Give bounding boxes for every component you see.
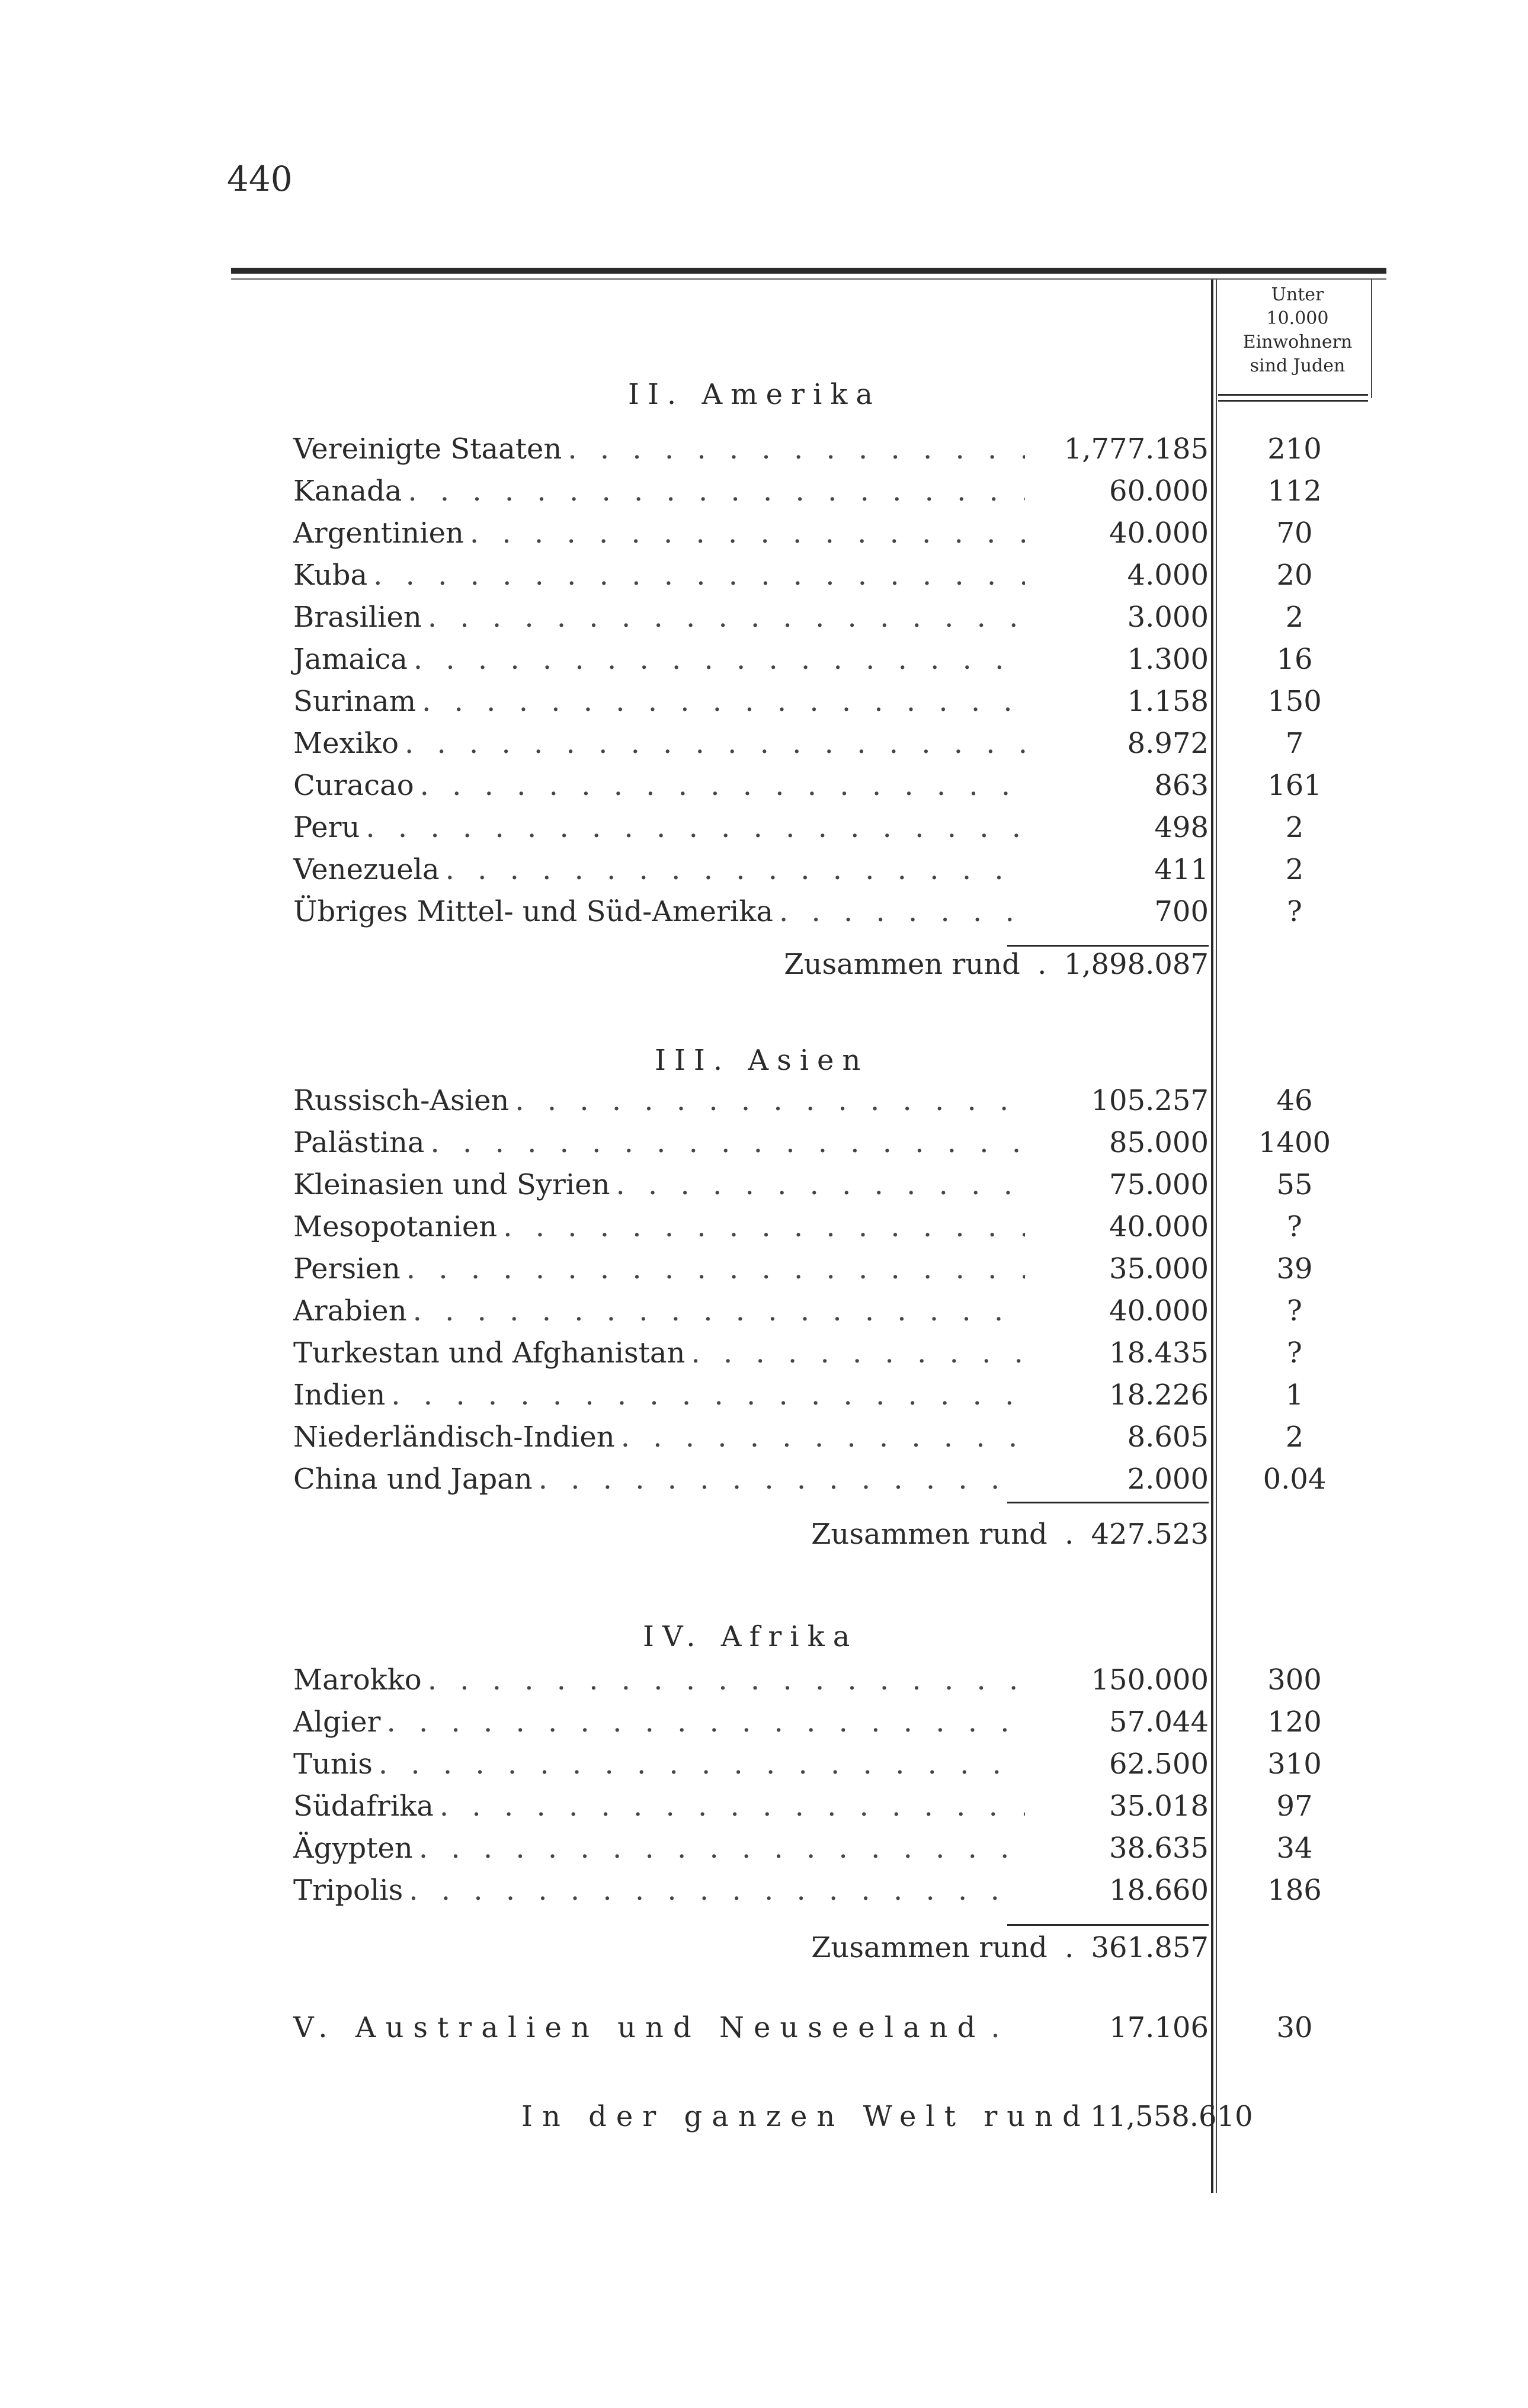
country-name: Kleinasien und Syrien — [293, 1168, 610, 1201]
table-row — [293, 685, 1209, 726]
population-value: 38.635 — [1109, 1832, 1209, 1865]
population-value: 863 — [1154, 769, 1209, 802]
population-value: 2.000 — [1127, 1463, 1209, 1496]
ratio-value: 0.04 — [1263, 1463, 1327, 1496]
total-value: 1,898.087 — [1063, 948, 1209, 981]
ratio-value: 150 — [1267, 685, 1322, 718]
ratio-value: 39 — [1276, 1252, 1313, 1285]
total-label: Zusammen rund — [784, 948, 1020, 981]
ratio-value: ? — [1287, 895, 1302, 928]
population-value: 18.435 — [1109, 1336, 1209, 1370]
population-value: 57.044 — [1109, 1705, 1209, 1739]
column-separator-left-thin — [1216, 280, 1217, 2193]
ratio-value: 120 — [1267, 1705, 1322, 1739]
leader-dots — [391, 1378, 1025, 1412]
country-name: Südafrika — [293, 1790, 434, 1823]
ratio-value: ? — [1287, 1210, 1302, 1243]
leader-dots — [422, 685, 1025, 718]
table-row — [293, 1790, 1209, 1831]
top-rule — [231, 268, 1386, 274]
ratio-value: 2 — [1285, 601, 1304, 634]
ratio-value: ? — [1287, 1336, 1302, 1370]
population-value: 1.158 — [1127, 685, 1209, 718]
country-name: Curacao — [293, 769, 414, 802]
ratio-value: 300 — [1267, 1663, 1322, 1697]
table-row — [293, 1084, 1209, 1126]
table-row — [293, 1168, 1209, 1210]
ratio-column-header — [1215, 283, 1380, 378]
table-row — [293, 1378, 1209, 1420]
table-row — [293, 1705, 1209, 1747]
leader-dots — [431, 1126, 1025, 1159]
column-header-line: sind Juden — [1250, 355, 1346, 376]
population-value: 40.000 — [1109, 517, 1209, 550]
leader-dots — [616, 1168, 1026, 1201]
table-row — [293, 727, 1209, 768]
row-australien — [293, 2011, 1209, 2053]
country-name: Mesopotanien — [293, 1210, 498, 1243]
country-name: Persien — [293, 1252, 401, 1285]
table-row — [293, 811, 1209, 852]
country-name: Indien — [293, 1378, 386, 1412]
population-value: 18.660 — [1109, 1874, 1209, 1907]
total-row-afrika: Zusammen rund . 361.857 — [811, 1931, 1209, 1964]
table-row — [293, 895, 1209, 937]
section-title-australien: V. Australien und Neuseeland — [293, 2011, 985, 2044]
ratio-value: 186 — [1267, 1874, 1322, 1907]
column-header-line: Unter — [1271, 284, 1324, 305]
total-label: Zusammen rund — [811, 1931, 1048, 1964]
ratio-value: 46 — [1276, 1084, 1313, 1117]
country-name: Kanada — [293, 474, 402, 508]
ratio-value: 97 — [1276, 1790, 1313, 1823]
table-row — [293, 1874, 1209, 1915]
population-value: 62.500 — [1109, 1748, 1209, 1781]
leader-dots — [428, 601, 1025, 634]
country-name: Turkestan und Afghanistan — [293, 1336, 685, 1370]
value-australien: 17.106 — [1109, 2011, 1209, 2044]
header-rule-2 — [1218, 400, 1368, 402]
country-name: Brasilien — [293, 601, 422, 634]
leader-dots — [386, 1705, 1025, 1739]
leader-dots — [691, 1336, 1025, 1370]
country-name: Mexiko — [293, 727, 399, 760]
table-row — [293, 1252, 1209, 1294]
leader-dots — [405, 727, 1025, 760]
country-name: Vereinigte Staaten — [293, 432, 562, 466]
population-value: 4.000 — [1127, 559, 1209, 592]
ratio-value: 7 — [1285, 727, 1304, 760]
country-name: Tripolis — [293, 1874, 403, 1907]
population-value: 150.000 — [1091, 1663, 1209, 1697]
sum-line — [1007, 1924, 1209, 1926]
leader-dots — [446, 853, 1025, 886]
sum-line — [1007, 945, 1209, 947]
leader-dots — [621, 1421, 1025, 1454]
table-row — [293, 853, 1209, 894]
column-separator-left — [1211, 280, 1213, 2193]
ratio-value: 2 — [1285, 853, 1304, 886]
column-header-line: Einwohnern — [1242, 332, 1353, 352]
ratio-value: 34 — [1276, 1832, 1313, 1865]
country-name: Arabien — [293, 1294, 407, 1328]
leader-dots — [420, 769, 1025, 802]
leader-dots — [539, 1463, 1025, 1496]
ratio-value: 16 — [1276, 643, 1313, 676]
leader-dots — [470, 517, 1025, 550]
population-value: 8.605 — [1127, 1421, 1209, 1454]
section-title-afrika: IV. Afrika — [643, 1620, 859, 1653]
population-value: 411 — [1154, 853, 1209, 886]
population-value: 1.300 — [1127, 643, 1209, 676]
ratio-value: 310 — [1267, 1748, 1322, 1781]
world-value: 11,558.610 — [1090, 2100, 1253, 2133]
ratio-australien: 30 — [1276, 2011, 1313, 2044]
table-row — [293, 559, 1209, 600]
total-row-amerika: Zusammen rund . 1,898.087 — [784, 948, 1209, 981]
total-label: Zusammen rund — [811, 1518, 1048, 1551]
table-row — [293, 643, 1209, 684]
leader-dots — [408, 474, 1025, 508]
ratio-value: 55 — [1276, 1168, 1313, 1201]
leader-dots — [568, 432, 1025, 466]
ratio-value: 1400 — [1258, 1126, 1331, 1159]
table-row — [293, 432, 1209, 474]
page-number: 440 — [227, 159, 293, 199]
population-value: 8.972 — [1127, 727, 1209, 760]
total-value: 361.857 — [1091, 1931, 1209, 1964]
table-row — [293, 1210, 1209, 1252]
ratio-value: ? — [1287, 1294, 1302, 1328]
leader-dots — [428, 1663, 1025, 1697]
section-title-amerika: II. Amerika — [628, 378, 882, 411]
column-header-line: 10.000 — [1266, 308, 1329, 329]
population-value: 18.226 — [1109, 1378, 1209, 1412]
table-row — [293, 601, 1209, 642]
leader-dots — [414, 643, 1025, 676]
leader-dots — [366, 811, 1025, 844]
country-name: Marokko — [293, 1663, 422, 1697]
leader-dots — [419, 1832, 1025, 1865]
country-name: Peru — [293, 811, 360, 844]
country-name: Niederländisch-Indien — [293, 1421, 615, 1454]
population-value: 35.018 — [1109, 1790, 1209, 1823]
ratio-value: 210 — [1267, 432, 1322, 466]
section-title-asien: III. Asien — [655, 1044, 869, 1077]
ratio-value: 112 — [1267, 474, 1322, 508]
population-value: 60.000 — [1109, 474, 1209, 508]
population-value: 1,777.185 — [1063, 432, 1209, 466]
leader-dots — [413, 1294, 1025, 1328]
leader-dots — [515, 1084, 1025, 1117]
population-value: 35.000 — [1109, 1252, 1209, 1285]
leader-dots — [379, 1748, 1025, 1781]
country-name: Palästina — [293, 1126, 425, 1159]
table-row — [293, 1463, 1209, 1504]
population-value: 700 — [1154, 895, 1209, 928]
table-row — [293, 474, 1209, 516]
leader-dots — [779, 895, 1025, 928]
total-value: 427.523 — [1091, 1518, 1209, 1551]
country-name: Ägypten — [293, 1832, 413, 1865]
country-name: Algier — [293, 1705, 381, 1739]
ratio-value: 2 — [1285, 1421, 1304, 1454]
country-name: China und Japan — [293, 1463, 533, 1496]
table-row — [293, 1336, 1209, 1378]
ratio-value: 2 — [1285, 811, 1304, 844]
population-value: 3.000 — [1127, 601, 1209, 634]
table-row — [293, 1294, 1209, 1336]
leader-dots — [503, 1210, 1025, 1243]
table-row — [293, 1126, 1209, 1168]
country-name: Kuba — [293, 559, 368, 592]
population-value: 105.257 — [1091, 1084, 1209, 1117]
country-name: Surinam — [293, 685, 417, 718]
country-name: Übriges Mittel- und Süd-Amerika — [293, 895, 773, 928]
table-row — [293, 1421, 1209, 1462]
country-name: Argentinien — [293, 517, 464, 550]
population-value: 40.000 — [1109, 1294, 1209, 1328]
population-value: 40.000 — [1109, 1210, 1209, 1243]
ratio-value: 1 — [1285, 1378, 1304, 1412]
country-name: Russisch-Asien — [293, 1084, 510, 1117]
ratio-value: 70 — [1276, 517, 1313, 550]
sum-line — [1007, 1502, 1209, 1503]
population-value: 498 — [1154, 811, 1209, 844]
ratio-value: 20 — [1276, 559, 1313, 592]
leader-dots — [373, 559, 1025, 592]
leader-dots — [406, 1252, 1025, 1285]
row-world-total — [521, 2100, 1253, 2141]
leader-dots — [440, 1790, 1025, 1823]
country-name: Tunis — [293, 1748, 373, 1781]
country-name: Jamaica — [293, 643, 408, 676]
world-label: In der ganzen Welt rund — [521, 2100, 1090, 2133]
table-row — [293, 1832, 1209, 1873]
leader-dots — [409, 1874, 1025, 1907]
header-rule — [1218, 394, 1368, 396]
table-row — [293, 1663, 1209, 1705]
total-row-asien: Zusammen rund . 427.523 — [811, 1518, 1209, 1551]
table-row — [293, 517, 1209, 558]
country-name: Venezuela — [293, 853, 440, 886]
table-row — [293, 769, 1209, 810]
population-value: 85.000 — [1109, 1126, 1209, 1159]
table-row — [293, 1748, 1209, 1789]
ratio-value: 161 — [1267, 769, 1322, 802]
population-value: 75.000 — [1109, 1168, 1209, 1201]
